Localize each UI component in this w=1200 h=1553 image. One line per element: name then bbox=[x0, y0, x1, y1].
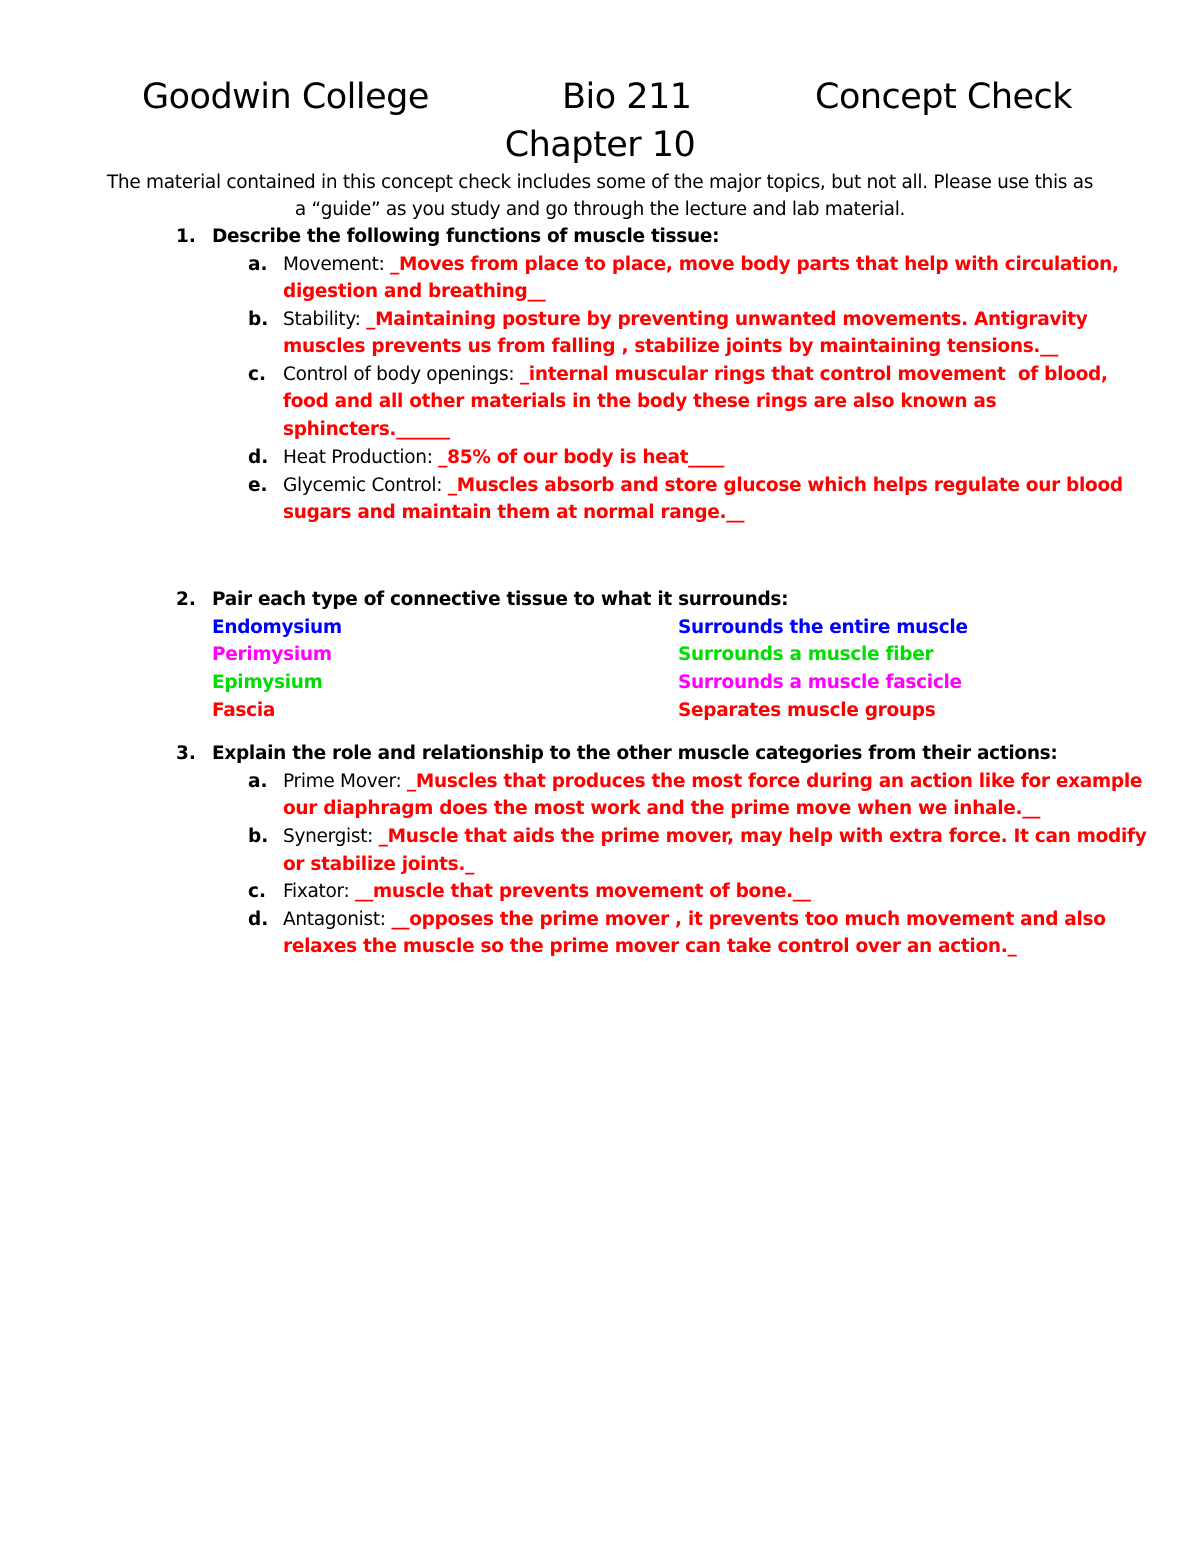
tissue-perimysium: Perimysium bbox=[212, 644, 332, 665]
item-label: Antagonist: bbox=[283, 909, 392, 930]
surrounds-muscle-fiber: Surrounds a muscle fiber bbox=[678, 644, 934, 665]
item-1e bbox=[283, 473, 1123, 499]
answer-text: _Muscle that aids the prime mover, may help with extra force. It can modify bbox=[378, 826, 1147, 847]
item-letter: a. bbox=[248, 254, 268, 275]
answer-text: sugars and maintain them at normal range.__ bbox=[283, 502, 745, 523]
question-3-number: 3. bbox=[176, 743, 196, 764]
item-label: Stability: bbox=[283, 309, 367, 330]
item-label: Synergist: bbox=[283, 826, 379, 847]
item-label: Movement: bbox=[283, 254, 391, 275]
answer-text: or stabilize joints._ bbox=[283, 854, 475, 875]
separates-muscle-groups: Separates muscle groups bbox=[678, 700, 936, 721]
item-label: Heat Production: bbox=[283, 447, 439, 468]
item-letter: b. bbox=[248, 826, 269, 847]
tissue-epimysium: Epimysium bbox=[212, 672, 323, 693]
item-1d bbox=[283, 445, 724, 471]
item-letter: c. bbox=[248, 881, 266, 902]
answer-text: muscles prevents us from falling , stabilize joints by maintaining tensions.__ bbox=[283, 336, 1059, 357]
item-1c bbox=[283, 362, 1108, 388]
question-1-number: 1. bbox=[176, 226, 196, 247]
item-letter: a. bbox=[248, 771, 268, 792]
chapter-title: Chapter 10 bbox=[504, 125, 696, 165]
item-letter: b. bbox=[248, 309, 269, 330]
item-1b bbox=[283, 307, 1088, 333]
item-letter: e. bbox=[248, 475, 268, 496]
item-letter: c. bbox=[248, 364, 266, 385]
tissue-fascia: Fascia bbox=[212, 700, 276, 721]
answer-text: _Moves from place to place, move body parts that help with circulation, bbox=[390, 254, 1119, 275]
surrounds-muscle-fascicle: Surrounds a muscle fascicle bbox=[678, 672, 962, 693]
question-2-text: Pair each type of connective tissue to what it surrounds: bbox=[212, 589, 789, 610]
item-label: Prime Mover: bbox=[283, 771, 407, 792]
item-letter: d. bbox=[248, 447, 269, 468]
item-3c bbox=[283, 879, 811, 905]
item-3d bbox=[283, 907, 1106, 933]
answer-text: __muscle that prevents movement of bone.__ bbox=[355, 881, 811, 902]
answer-text: _85% of our body is heat____ bbox=[438, 447, 724, 468]
answer-text: relaxes the muscle so the prime mover can take control over an action._ bbox=[283, 936, 1017, 957]
answer-text: _Muscles that produces the most force during an action like for example bbox=[406, 771, 1143, 792]
intro-paragraph: The material contained in this concept check includes some of the major topics, but not all. Please use this as a “guide” as you study and go through the lecture and lab material. bbox=[106, 172, 1094, 220]
surrounds-entire-muscle: Surrounds the entire muscle bbox=[678, 617, 968, 638]
answer-text: digestion and breathing__ bbox=[283, 281, 546, 302]
answer-text: __opposes the prime mover , it prevents too much movement and also bbox=[391, 909, 1106, 930]
question-2-number: 2. bbox=[176, 589, 196, 610]
answer-text: food and all other materials in the body these rings are also known as bbox=[283, 391, 997, 412]
item-label: Control of body openings: bbox=[283, 364, 520, 385]
document-type: Concept Check bbox=[815, 77, 1073, 117]
item-3b bbox=[283, 824, 1147, 850]
tissue-endomysium: Endomysium bbox=[212, 617, 342, 638]
answer-text: _internal muscular rings that control movement of blood, bbox=[519, 364, 1108, 385]
college-name: Goodwin College bbox=[142, 77, 429, 117]
course-code: Bio 211 bbox=[562, 77, 692, 117]
item-label: Glycemic Control: bbox=[283, 475, 448, 496]
answer-text: sphincters.______ bbox=[283, 419, 450, 440]
answer-text: _Muscles absorb and store glucose which helps regulate our blood bbox=[447, 475, 1123, 496]
question-1-text: Describe the following functions of muscle tissue: bbox=[212, 226, 720, 247]
answer-text: _Maintaining posture by preventing unwanted movements. Antigravity bbox=[366, 309, 1088, 330]
item-1a bbox=[283, 252, 1119, 278]
item-letter: d. bbox=[248, 909, 269, 930]
item-3a bbox=[283, 769, 1142, 795]
question-3-text: Explain the role and relationship to the other muscle categories from their actions: bbox=[212, 743, 1058, 764]
answer-text: our diaphragm does the most work and the prime move when we inhale.__ bbox=[283, 798, 1041, 819]
item-label: Fixator: bbox=[283, 881, 355, 902]
